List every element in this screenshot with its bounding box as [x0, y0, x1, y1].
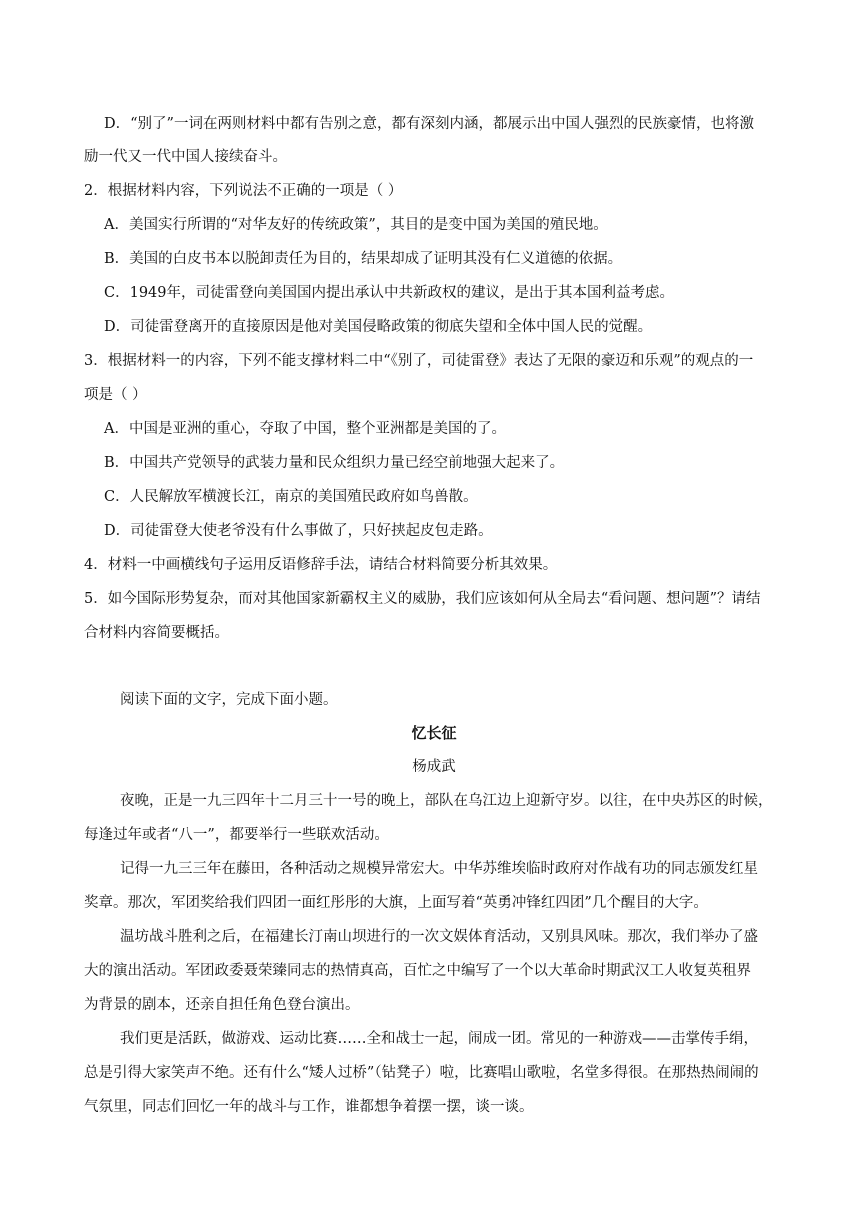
q3-option-a: A．中国是亚洲的重心，夺取了中国，整个亚洲都是美国的了。 — [104, 421, 506, 437]
q2-option-d: D．司徒雷登离开的直接原因是他对美国侵略政策的彻底失望和全体中国人民的觉醒。 — [104, 319, 653, 335]
q5-line2: 合材料内容简要概括。 — [84, 625, 229, 641]
q4-stem: 4．材料一中画横线句子运用反语修辞手法，请结合材料简要分析其效果。 — [84, 557, 558, 573]
q3-option-b: B．中国共产党领导的武装力量和民众组织力量已经空前地强大起来了。 — [104, 455, 565, 471]
q1-option-d-line1: D．“别了”一词在两则材料中都有告别之意，都有深刻内涵，都展示出中国人强烈的民族豪情，也将激 — [104, 116, 754, 132]
q3-stem-line1: 3．根据材料一的内容，下列不能支撑材料二中“《别了，司徒雷登》表达了无限的豪迈和乐观”的观点的一 — [84, 353, 754, 369]
paragraph-4-line1: 我们更是活跃，做游戏、运动比赛……全和战士一起，闹成一团。常见的一种游戏——击掌传手绢， — [120, 1031, 758, 1047]
paragraph-4-line3: 气氛里，同志们回忆一年的战斗与工作，谁都想争着摆一摆，谈一谈。 — [84, 1099, 534, 1115]
q2-option-c: C．1949年，司徒雷登向美国国内提出承认中共新政权的建议，是出于其本国利益考虑。 — [104, 285, 674, 301]
q1-option-d-line2: 励一代又一代中国人接续奋斗。 — [84, 149, 287, 165]
article-title: 忆长征 — [411, 724, 457, 742]
article-author: 杨成武 — [412, 759, 456, 775]
paragraph-4-line2: 总是引得大家笑声不绝。还有什么“矮人过桥”（钻凳子）啦，比赛唱山歌啦，名堂多得很。在那热热闹闹的 — [84, 1065, 759, 1081]
q2-stem: 2．根据材料内容，下列说法不正确的一项是（ ） — [84, 183, 403, 199]
paragraph-2-line2: 奖章。那次，军团奖给我们四团一面红彤彤的大旗，上面写着“英勇冲锋红四团”几个醒目的大字。 — [84, 895, 708, 911]
q3-option-d: D．司徒雷登大使老爷没有什么事做了，只好挟起皮包走路。 — [104, 523, 493, 539]
q2-option-b: B．美国的白皮书本以脱卸责任为目的，结果却成了证明其没有仁义道德的依据。 — [104, 251, 623, 267]
q3-stem-line2: 项是（ ） — [84, 387, 147, 403]
paragraph-3-line1: 温坊战斗胜利之后，在福建长汀南山坝进行的一次文娱体育活动，又别具风味。那次，我们举办了盛 — [120, 929, 758, 945]
q3-option-c: C．人民解放军横渡长江，南京的美国殖民政府如鸟兽散。 — [104, 489, 478, 505]
paragraph-1-line1: 夜晚，正是一九三四年十二月三十一号的晚上，部队在乌江边上迎新守岁。以往，在中央苏区的时候， — [120, 793, 773, 809]
q5-line1: 5．如今国际形势复杂，而对其他国家新霸权主义的威胁，我们应该如何从全局去“看问题、想问题”？请结 — [84, 591, 761, 607]
paragraph-3-line2: 大的演出活动。军团政委聂荣臻同志的热情真高，百忙之中编写了一个以大革命时期武汉工人收复英租界 — [84, 963, 751, 979]
q2-option-a: A．美国实行所谓的“对华友好的传统政策”，其目的是变中国为美国的殖民地。 — [104, 217, 608, 233]
paragraph-2-line1: 记得一九三三年在藤田，各种活动之规模异常宏大。中华苏维埃临时政府对作战有功的同志颁发红星 — [120, 861, 758, 877]
paragraph-1-line2: 每逢过年或者“八一”，都要举行一些联欢活动。 — [84, 827, 389, 843]
paragraph-3-line3: 为背景的剧本，还亲自担任角色登台演出。 — [84, 997, 360, 1013]
reading-instruction: 阅读下面的文字，完成下面小题。 — [120, 692, 338, 708]
